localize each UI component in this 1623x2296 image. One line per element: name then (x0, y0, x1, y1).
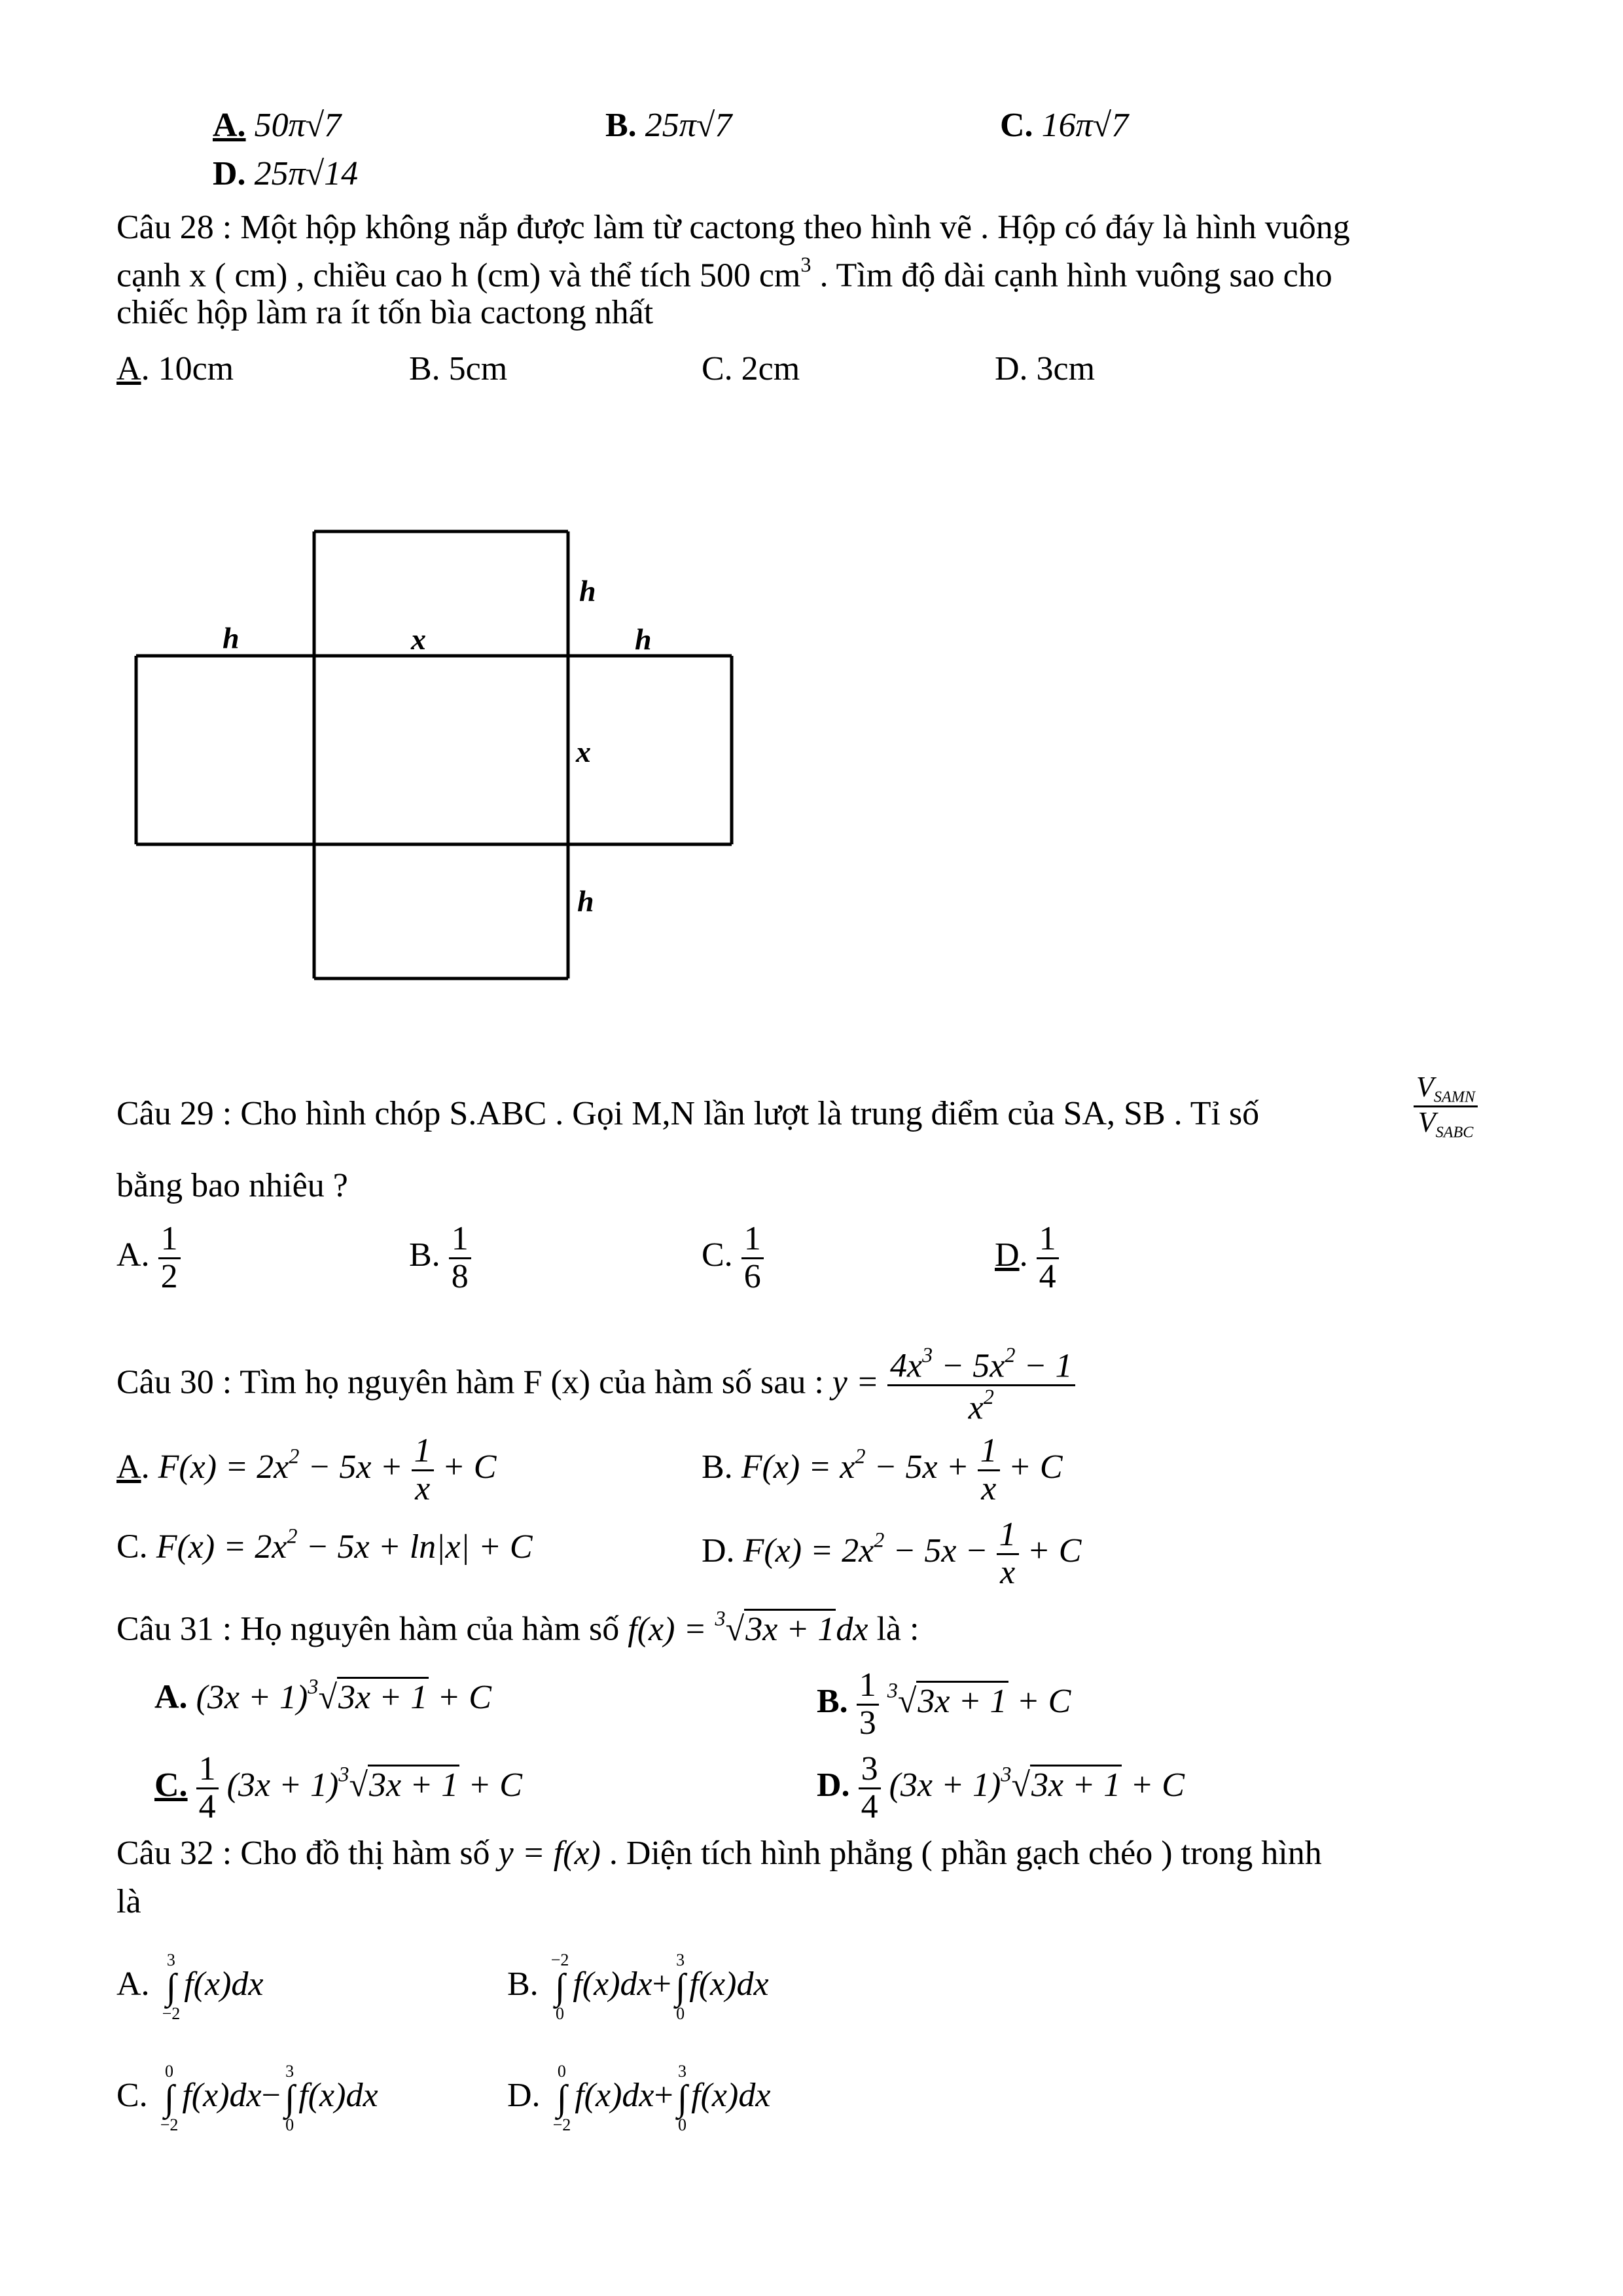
q31-option-b-letter: B. (817, 1683, 848, 1721)
q30-function-fraction: $\frac{4x^3 - 5x^2 - 1}{x^2}$ (887, 1344, 1075, 1426)
q30-option-b[interactable]: B. $F(x) = x^2 - 5x$ + $\frac{1}{x}$ + C (702, 1432, 1063, 1507)
q27-option-a-letter: A. (213, 107, 246, 144)
q27-option-d-value: 25π√14 (254, 155, 359, 192)
q30-option-a-letter: A (116, 1448, 141, 1486)
q29-option-c-fraction: $\frac{1}{6}$ (741, 1221, 764, 1295)
q27-option-b-letter: B. (605, 107, 637, 144)
q32-option-a[interactable]: A. 3 ∫ −2 f(x)dx (116, 1950, 264, 2023)
q29-volume-ratio (1414, 1072, 1478, 1141)
q30-option-a[interactable]: A. $F(x) = 2x^2 - 5x$ + $\frac{1}{x}$ + C (116, 1432, 497, 1507)
q32-option-a-integral: 3 ∫ −2 (162, 1950, 181, 2023)
q31-option-a-letter: A. (154, 1678, 188, 1716)
q31-option-a[interactable]: A. $(3x + 1)^3√3x + 1 + C$ (154, 1674, 491, 1716)
q31-question: Câu 31 : Họ nguyên hàm của hàm số f(x) = $^3$√3x + 1dx là : (116, 1606, 919, 1648)
q30-y-eq: y = (832, 1363, 879, 1401)
q30-option-d[interactable]: D. $F(x) = 2x^2 - 5x$ − $\frac{1}{x}$ + C (702, 1516, 1082, 1591)
q29-option-d-fraction: $\frac{1}{4}$ (1037, 1221, 1059, 1295)
q29-option-a-fraction: $\frac{1}{2}$ (158, 1221, 181, 1295)
q32-option-b-letter: B. (507, 1965, 539, 2003)
q32-option-d-letter: D. (507, 2076, 541, 2114)
q31-option-d-letter: D. (817, 1767, 850, 1804)
q28-line2-post: . Tìm độ dài cạnh hình vuông sao cho (811, 257, 1332, 295)
q28-option-a-letter: A (116, 350, 141, 387)
net-label-h-left: h (223, 621, 240, 655)
q29-option-b-letter: B. (409, 1236, 440, 1274)
q30-option-c[interactable]: C. $F(x) = 2x^2 - 5x + \ln|x| + C$ (116, 1524, 533, 1566)
q29-ratio-denominator: $V_{SABC}$ (1418, 1105, 1474, 1141)
q28-question-line3: chiếc hộp làm ra ít tốn bìa cactong nhất (116, 294, 654, 331)
q29-option-c-letter: C. (702, 1236, 733, 1274)
q27-option-c-letter: C. (1000, 107, 1033, 144)
q28-option-b[interactable]: B. 5cm (409, 350, 508, 387)
net-label-h-bottom: h (577, 884, 594, 918)
q30-option-d-letter: D. (702, 1532, 735, 1570)
net-label-x-top: x (411, 622, 426, 656)
q29-question-line2: bằng bao nhiêu ? (116, 1167, 348, 1204)
q30-option-b-letter: B. (702, 1448, 733, 1486)
q29-option-a-letter: A. (116, 1236, 150, 1274)
q32-question-line2: là (116, 1883, 141, 1920)
q32-option-a-letter: A. (116, 1965, 150, 2003)
q31-option-c[interactable]: C. $\frac{1}{4}$ $(3x + 1)^3√3x + 1 + C$ (154, 1750, 522, 1825)
q28-option-d[interactable]: D. 3cm (995, 350, 1096, 387)
q30-option-c-letter: C. (116, 1528, 148, 1566)
q27-option-c-value: 16π√7 (1041, 107, 1129, 144)
q29-question-line1: Câu 29 : Cho hình chóp S.ABC . Gọi M,N lần lượt là trung điểm của SA, SB . Tỉ số (116, 1095, 1260, 1132)
q32-function: y = f(x) (498, 1835, 601, 1872)
q31-question-text: Câu 31 : Họ nguyên hàm của hàm số (116, 1610, 620, 1648)
net-label-x-right: x (576, 735, 591, 768)
q32-option-c[interactable]: C. 0 ∫ −2 f(x)dx− 3 ∫ 0 f(x)dx (116, 2062, 378, 2134)
q29-option-d[interactable]: D. $\frac{1}{4}$ (995, 1221, 1059, 1295)
q29-option-c[interactable] (702, 1221, 764, 1295)
q29-ratio-numerator: $V_{SAMN}$ (1414, 1072, 1478, 1107)
q28-question-line1: Câu 28 : Một hộp không nắp được làm từ cactong theo hình vẽ . Hộp có đáy là hình vuông (116, 209, 1350, 246)
q27-option-a-value: 50π√7 (254, 107, 342, 144)
q28-option-a-text: . 10cm (141, 350, 234, 387)
net-label-h-top: h (579, 574, 596, 607)
q31-function: f(x) = $^3$√3x + 1dx (628, 1606, 868, 1648)
q32-option-d[interactable]: D. 0 ∫ −2 f(x)dx+ 3 ∫ 0 f(x)dx (507, 2062, 771, 2134)
q27-option-b-value: 25π√7 (645, 107, 732, 144)
q32-option-b[interactable]: B. −2 ∫ 0 f(x)dx+ 3 ∫ 0 f(x)dx (507, 1950, 769, 2023)
q31-option-b[interactable]: B. $\frac{1}{3}$ $^3$√3x + 1 + C (817, 1666, 1071, 1742)
q32-option-c-letter: C. (116, 2076, 148, 2114)
net-label-h-right: h (635, 622, 652, 656)
q29-option-b-fraction: $\frac{1}{8}$ (449, 1221, 471, 1295)
q28-line2-pre: cạnh x ( cm) , chiều cao h (cm) và thể tích 500 cm (116, 257, 801, 295)
q28-option-c[interactable]: C. 2cm (702, 350, 800, 387)
q28-line2-sup: 3 (800, 253, 812, 276)
q29-option-a[interactable] (116, 1221, 181, 1295)
q29-option-b[interactable] (409, 1221, 471, 1295)
q30-question-text: Câu 30 : Tìm họ nguyên hàm F (x) của hàm số sau : (116, 1363, 824, 1401)
q30-question (116, 1344, 1075, 1426)
q27-option-d-letter: D. (213, 155, 246, 192)
q31-option-c-letter: C. (154, 1767, 188, 1804)
q32-question-line1: Câu 32 : Cho đồ thị hàm số y = f(x) . Diện tích hình phẳng ( phần gạch chéo ) trong hình (116, 1835, 1322, 1872)
q29-option-d-letter: D (995, 1236, 1020, 1274)
q31-option-d[interactable]: D. $\frac{3}{4}$ $(3x + 1)^3√3x + 1 + C$ (817, 1750, 1185, 1825)
